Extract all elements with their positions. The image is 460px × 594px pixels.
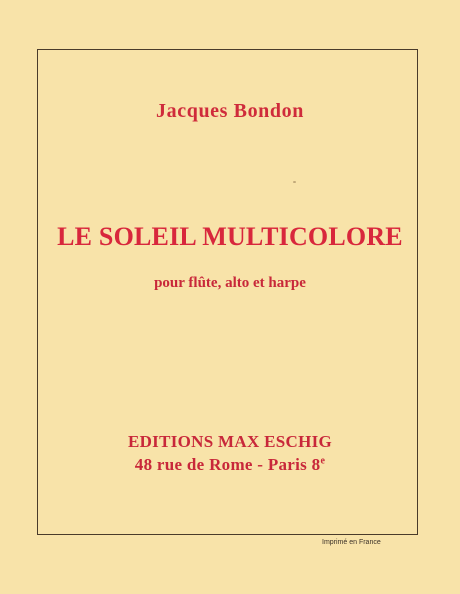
work-title: LE SOLEIL MULTICOLORE bbox=[57, 222, 403, 251]
address-superscript: e bbox=[320, 455, 326, 467]
imprint-note: Imprimé en France bbox=[322, 539, 381, 546]
instrumentation: pour flûte, alto et harpe bbox=[154, 275, 306, 291]
publisher-address bbox=[0, 455, 460, 475]
composer-name: Jacques Bondon bbox=[156, 100, 304, 122]
paper-speck bbox=[293, 181, 296, 183]
publisher-name: EDITIONS MAX ESCHIG bbox=[127, 432, 333, 451]
address-text: 48 rue de Rome - Paris 8 bbox=[134, 455, 321, 474]
